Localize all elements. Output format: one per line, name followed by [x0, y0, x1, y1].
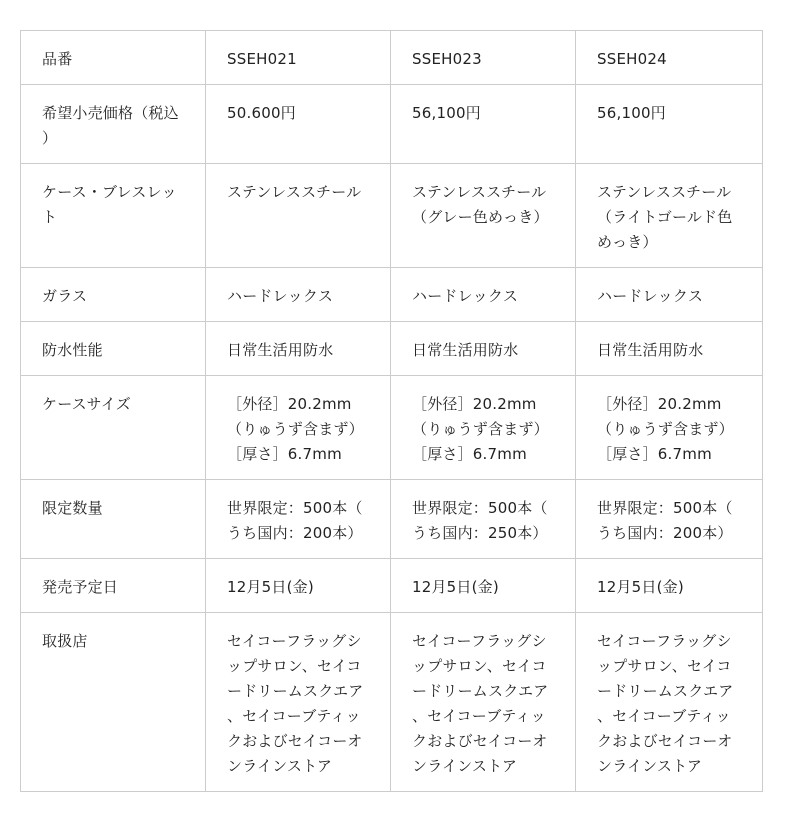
table-cell: 12月5日(金)	[206, 559, 391, 613]
table-cell: 世界限定：500本（ うち国内：250本）	[391, 480, 576, 559]
table-cell: SSEH021	[206, 31, 391, 85]
row-label: ガラス	[21, 268, 206, 322]
table-row-water-resistance	[21, 322, 763, 376]
table-cell: セイコーフラッグシ ップサロン、セイコ ードリームスクエア 、セイコーブティッ クおよびセイコーオ ンラインストア	[391, 613, 576, 792]
table-cell: ［外径］20.2mm （りゅうず含まず） ［厚さ］6.7mm	[206, 376, 391, 480]
row-label: ケースサイズ	[21, 376, 206, 480]
table-row-glass	[21, 268, 763, 322]
table-row-limited-quantity	[21, 480, 763, 559]
row-label: ケース・ブレスレッ ト	[21, 164, 206, 268]
table-cell: ［外径］20.2mm （りゅうず含まず） ［厚さ］6.7mm	[576, 376, 763, 480]
table-row-case-size	[21, 376, 763, 480]
table-cell: 日常生活用防水	[576, 322, 763, 376]
table-cell: セイコーフラッグシ ップサロン、セイコ ードリームスクエア 、セイコーブティッ クおよびセイコーオ ンラインストア	[576, 613, 763, 792]
table-cell: ［外径］20.2mm （りゅうず含まず） ［厚さ］6.7mm	[391, 376, 576, 480]
row-label: 品番	[21, 31, 206, 85]
table-cell: SSEH024	[576, 31, 763, 85]
row-label: 発売予定日	[21, 559, 206, 613]
table-row-retailers	[21, 613, 763, 792]
row-label: 防水性能	[21, 322, 206, 376]
table-row-price	[21, 85, 763, 164]
table-row-case-bracelet	[21, 164, 763, 268]
table-cell: 世界限定：500本（ うち国内：200本）	[576, 480, 763, 559]
table-cell: セイコーフラッグシ ップサロン、セイコ ードリームスクエア 、セイコーブティッ クおよびセイコーオ ンラインストア	[206, 613, 391, 792]
row-label: 取扱店	[21, 613, 206, 792]
table-cell: 56,100円	[576, 85, 763, 164]
table-cell: ハードレックス	[576, 268, 763, 322]
table-row-model-number	[21, 31, 763, 85]
row-label: 限定数量	[21, 480, 206, 559]
row-label: 希望小売価格（税込 ）	[21, 85, 206, 164]
table-cell: ステンレススチール （ライトゴールド色 めっき）	[576, 164, 763, 268]
table-cell: 世界限定：500本（ うち国内：200本）	[206, 480, 391, 559]
table-cell: ハードレックス	[206, 268, 391, 322]
spec-table	[20, 30, 763, 792]
table-row-release-date	[21, 559, 763, 613]
table-cell: ハードレックス	[391, 268, 576, 322]
table-cell: ステンレススチール （グレー色めっき）	[391, 164, 576, 268]
table-cell: 12月5日(金)	[391, 559, 576, 613]
table-cell: 56,100円	[391, 85, 576, 164]
table-cell: ステンレススチール	[206, 164, 391, 268]
table-cell: 12月5日(金)	[576, 559, 763, 613]
table-cell: 日常生活用防水	[206, 322, 391, 376]
table-cell: 日常生活用防水	[391, 322, 576, 376]
table-cell: SSEH023	[391, 31, 576, 85]
table-cell: 50.600円	[206, 85, 391, 164]
